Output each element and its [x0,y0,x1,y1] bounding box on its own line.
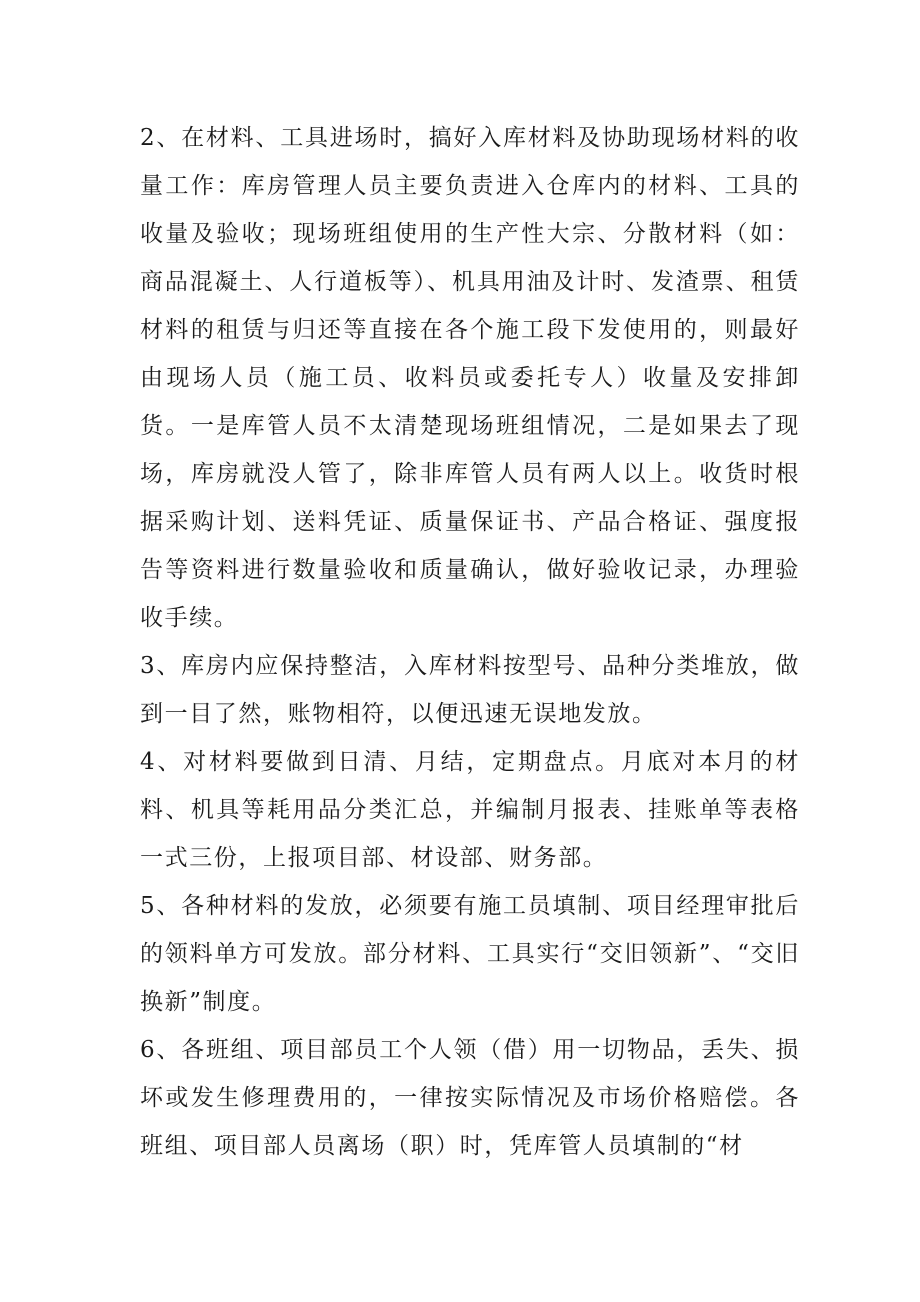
paragraph-item-4: 4、对材料要做到日清、月结，定期盘点。月底对本月的材料、机具等耗用品分类汇总，并编制月报表、挂账单等表格一式三份，上报项目部、材设部、财务部。 [140,749,800,871]
paragraph-item-2: 2、在材料、工具进场时，搞好入库材料及协助现场材料的收量工作：库房管理人员主要负责进入仓库内的材料、工具的收量及验收；现场班组使用的生产性大宗、分散材料（如：商品混凝土、人行道板等）、机具用油及计时、发渣票、租赁材料的租赁与归还等直接在各个施工段下发使用的，则最好由现场人员（施工员、收料员或委托专人）收量及安排卸货。一是库管人员不太清楚现场班组情况，二是如果去了现场，库房就没人管了，除非库管人员有两人以上。收货时根据采购计划、送料凭证、质量保证书、产品合格证、强度报告等资料进行数量验收和质量确认，做好验收记录，办理验收手续。 [140,125,800,631]
paragraph-item-6: 6、各班组、项目部员工个人领（借）用一切物品，丢失、损坏或发生修理费用的，一律按实际情况及市场价格赔偿。各班组、项目部人员离场（职）时，凭库管人员填制的“材 [140,1037,800,1159]
document-body [140,114,800,1170]
paragraph-item-5: 5、各种材料的发放，必须要有施工员填制、项目经理审批后的领料单方可发放。部分材料、工具实行“交旧领新”、“交旧换新”制度。 [140,893,800,1015]
paragraph-item-3: 3、库房内应保持整洁，入库材料按型号、品种分类堆放，做到一目了然，账物相符，以便迅速无误地发放。 [140,653,800,727]
